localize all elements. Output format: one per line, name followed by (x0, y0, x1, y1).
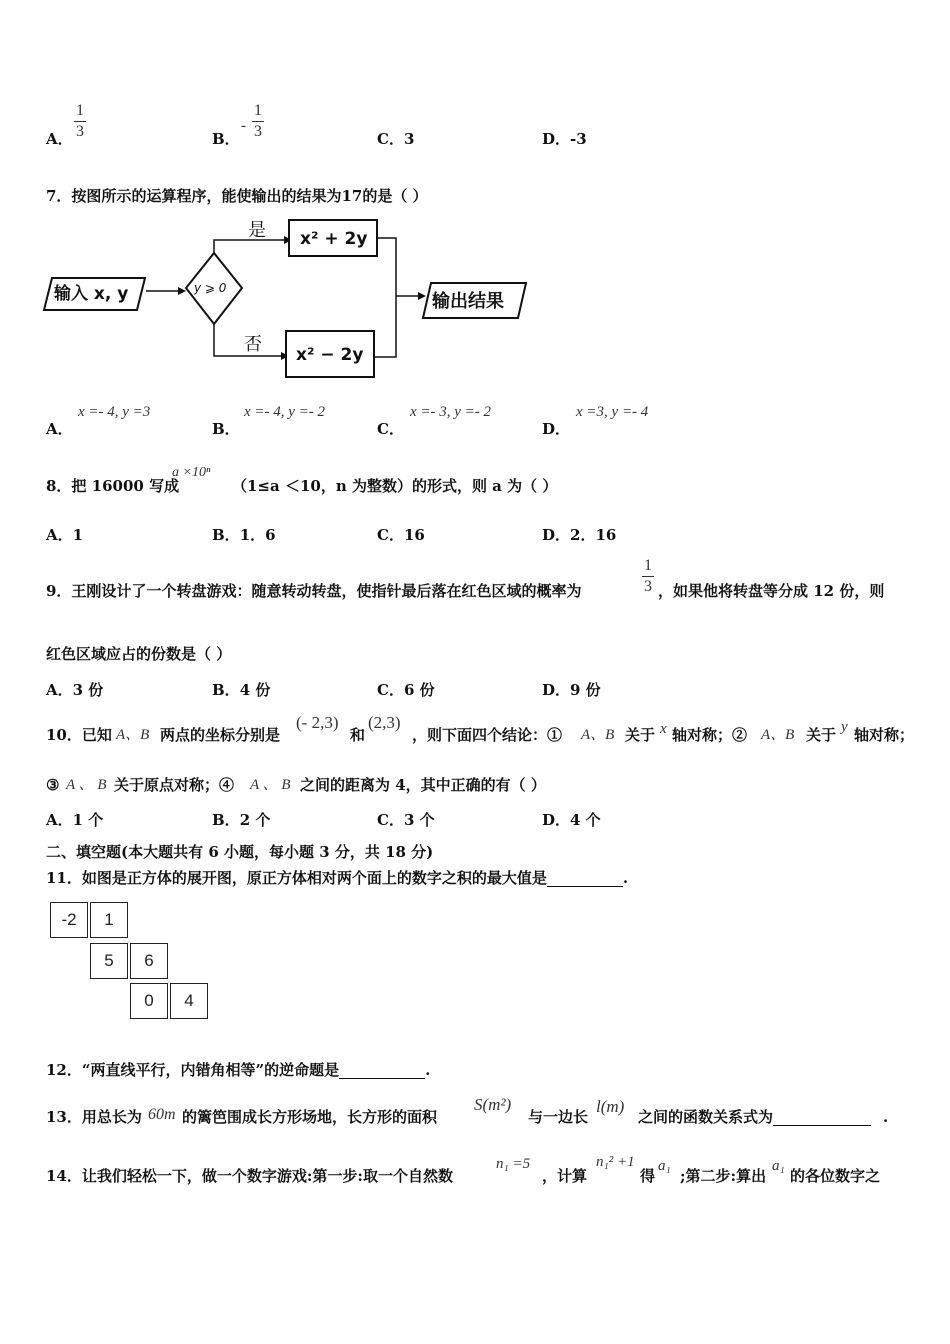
q11-answer-blank[interactable] (547, 870, 623, 887)
q10-option-a[interactable]: A．1 个 (46, 811, 104, 829)
q10-ab2: A、B (581, 727, 615, 743)
q14-p5: 的各位数字之 (790, 1167, 881, 1185)
net-cell: 1 (90, 902, 128, 938)
q6-option-a-letter[interactable]: A． (46, 130, 73, 148)
q10-option-c[interactable]: C．3 个 (377, 811, 435, 829)
q8-formula: a ×10ⁿ (172, 465, 211, 480)
q7-option-c-letter[interactable]: C． (377, 420, 404, 438)
q12-stem: 12．“两直线平行，内错角相等”的逆命题是 . (46, 1061, 431, 1079)
q14-p4: ;第二步:算出 (680, 1167, 767, 1185)
q7-option-d-math: x =3, y =- 4 (576, 404, 649, 420)
flow-output-label: 输出结果 (432, 291, 504, 312)
section-2-heading: 二、填空题(本大题共有 6 小题，每小题 3 分，共 18 分) (46, 843, 434, 861)
q10-p6: 轴对称；② (672, 726, 748, 744)
q13-p4: 之间的函数关系式为 . (638, 1108, 889, 1126)
q11-stem: 11．如图是正方体的展开图，原正方体相对两个面上的数字之积的最大值是 . (46, 869, 629, 887)
q9-option-d[interactable]: D．9 份 (542, 681, 601, 699)
q10-p1: 10．已知 (46, 726, 112, 744)
q10-option-b[interactable]: B．2 个 (212, 811, 271, 829)
q10-line2-b: 关于原点对称；④ (114, 776, 235, 794)
q9-option-a[interactable]: A．3 份 (46, 681, 104, 699)
flow-input-label: 输入 x, y (54, 284, 129, 304)
q14-a1: a₁ (658, 1158, 671, 1174)
net-cell: 0 (130, 983, 168, 1019)
net-cell: -2 (50, 902, 88, 938)
q8-option-d[interactable]: D．2．16 (542, 526, 617, 544)
flow-no-label: 否 (244, 334, 262, 355)
q8-option-a[interactable]: A．1 (46, 526, 84, 544)
q10-ab: A、B (116, 727, 150, 743)
q9-stem-b: ，如果他将转盘等分成 12 份，则 (658, 582, 885, 600)
q14-p2: ，计算 (542, 1167, 588, 1185)
flow-expr-yes: x² + 2y (300, 229, 368, 249)
q6-option-c[interactable]: C．3 (377, 130, 415, 148)
q10-p2: 两点的坐标分别是 (160, 726, 281, 744)
q10-coord-b: (2,3) (368, 713, 401, 732)
q6-option-b-sign: - (241, 118, 246, 134)
flow-condition-label: y ⩾ 0 (194, 281, 227, 295)
q10-p5: 关于 (625, 726, 656, 744)
q9-option-c[interactable]: C．6 份 (377, 681, 435, 699)
q13-side: l(m) (596, 1097, 625, 1116)
q14-expr: n₁² +1 (596, 1154, 635, 1170)
net-cell: 4 (170, 983, 208, 1019)
q10-ab3: A、B (761, 727, 795, 743)
q10-ab5: A 、 B (250, 777, 291, 793)
q10-ab4: A 、 B (66, 777, 107, 793)
q13-p2: 的篱笆围成长方形场地，长方形的面积 (182, 1108, 438, 1126)
q14-n1: n₁ =5 (496, 1156, 531, 1172)
flow-expr-no: x² − 2y (296, 345, 364, 365)
q13-answer-blank[interactable] (773, 1109, 871, 1126)
q7-option-b-letter[interactable]: B． (212, 420, 240, 438)
q13-area: S(m²) (474, 1095, 512, 1114)
q9-option-b[interactable]: B．4 份 (212, 681, 271, 699)
q10-line2-a: ③ (46, 776, 60, 794)
q10-line2-c: 之间的距离为 4，其中正确的有（ ） (300, 776, 546, 794)
q7-option-d-letter[interactable]: D． (542, 420, 571, 438)
q8-stem-a: 8．把 16000 写成 (46, 477, 180, 495)
q10-p4: ，则下面四个结论：① (412, 726, 563, 744)
q7-option-a-math: x =- 4, y =3 (78, 404, 151, 420)
q6-option-b-letter[interactable]: B． (212, 130, 240, 148)
q13-p1: 13．用总长为 (46, 1108, 142, 1126)
q10-p8: 轴对称； (854, 726, 915, 744)
q10-coord-a: (- 2,3) (296, 713, 339, 732)
q10-p3: 和 (350, 726, 366, 744)
q7-stem: 7．按图所示的运算程序，能使输出的结果为17的是（ ） (46, 187, 428, 205)
q6-option-a-fraction: 1 3 (76, 102, 84, 140)
q7-flowchart (40, 212, 540, 384)
q13-p3: 与一边长 (528, 1108, 589, 1126)
q14-a1b: a₁ (772, 1158, 785, 1174)
q9-stem-a: 9．王刚设计了一个转盘游戏：随意转动转盘，使指针最后落在红色区域的概率为 (46, 582, 582, 600)
q6-option-b-fraction: 1 3 (254, 102, 262, 140)
q12-answer-blank[interactable] (339, 1062, 425, 1079)
q9-probability-fraction: 1 3 (644, 557, 652, 595)
q10-p7: 关于 (806, 726, 837, 744)
q10-option-d[interactable]: D．4 个 (542, 811, 601, 829)
q13-length: 60m (148, 1106, 176, 1123)
q14-p3: 得 (640, 1167, 656, 1185)
q8-option-b[interactable]: B．1．6 (212, 526, 276, 544)
q7-option-a-letter[interactable]: A． (46, 420, 73, 438)
q9-stem-c: 红色区域应占的份数是（ ） (46, 645, 232, 663)
q10-y: y (841, 719, 848, 735)
q14-p1: 14．让我们轻松一下，做一个数字游戏:第一步:取一个自然数 (46, 1167, 453, 1185)
q8-option-c[interactable]: C．16 (377, 526, 425, 544)
net-cell: 6 (130, 943, 168, 979)
q7-option-b-math: x =- 4, y =- 2 (244, 404, 326, 420)
q8-stem-b: （1≤a ＜10，n 为整数）的形式，则 a 为（ ） (232, 477, 558, 495)
q6-option-d[interactable]: D．-3 (542, 130, 587, 148)
q10-x: x (660, 721, 667, 737)
q7-option-c-math: x =- 3, y =- 2 (410, 404, 492, 420)
net-cell: 5 (90, 943, 128, 979)
flow-yes-label: 是 (248, 220, 266, 241)
